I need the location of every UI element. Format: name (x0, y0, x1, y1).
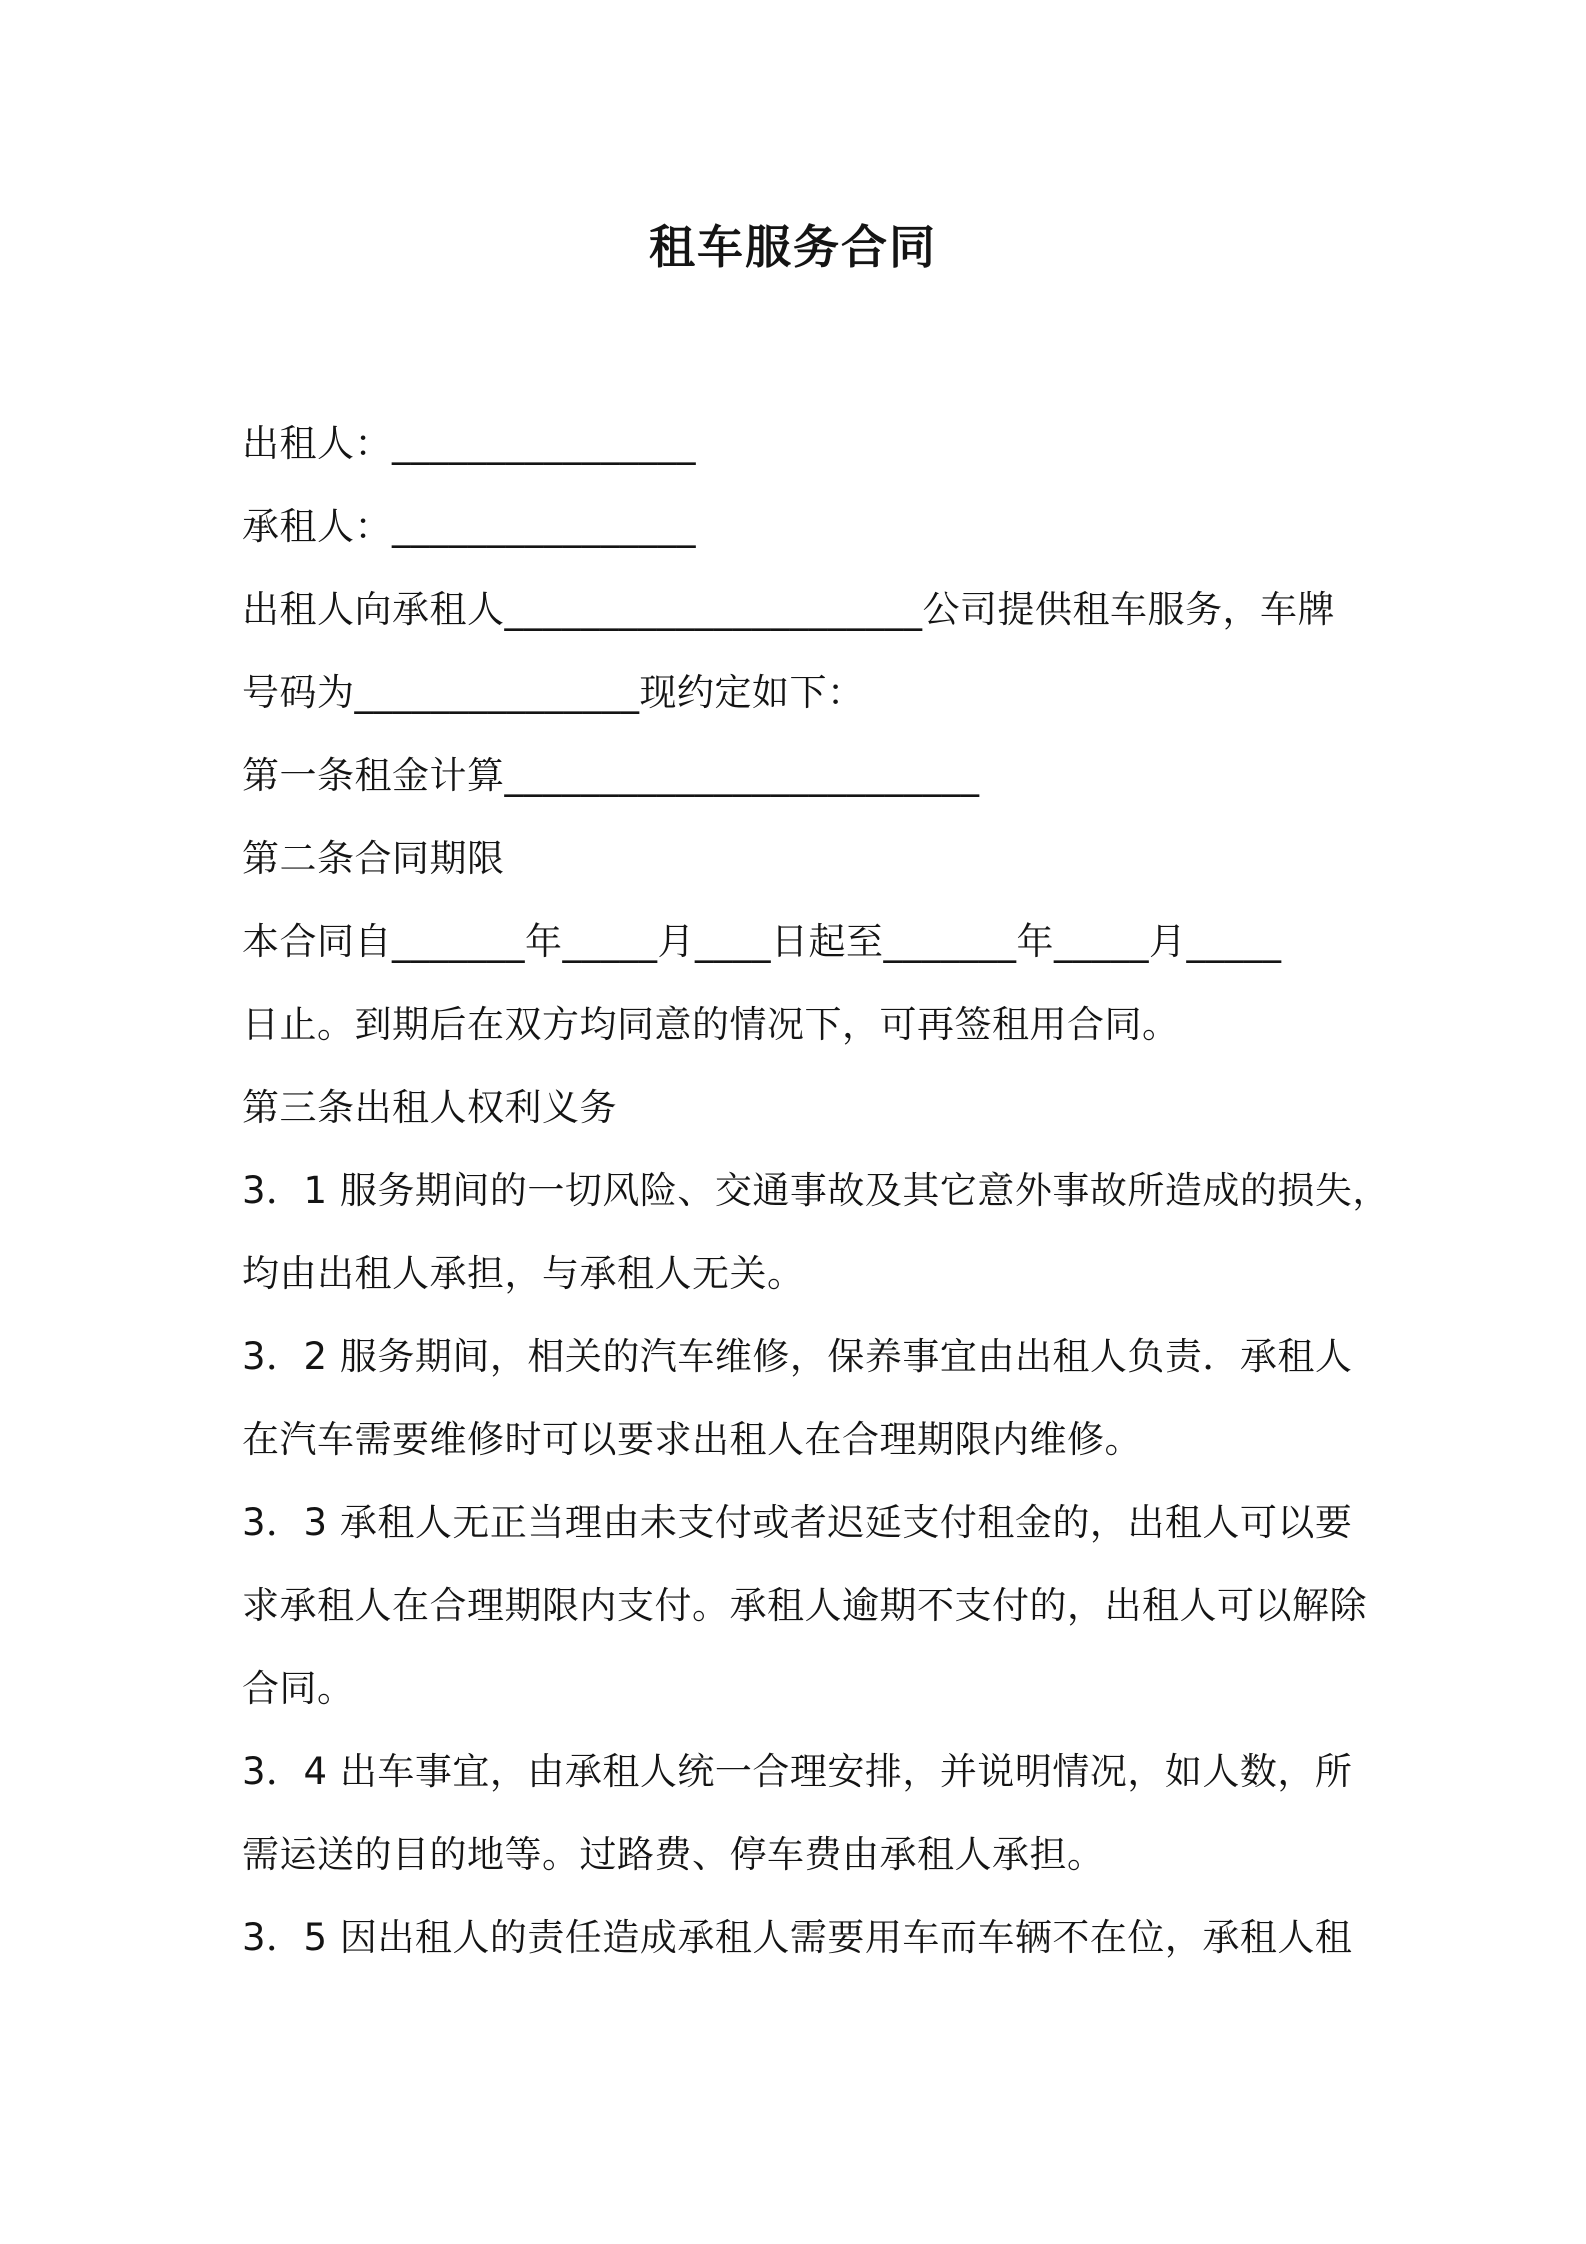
document-body (242, 402, 1390, 1979)
document-title: 租车服务合同 (649, 220, 937, 274)
clause-3-4-line: 3．4 出车事宜，由承租人统一合理安排，并说明情况，如人数，所 (242, 1750, 1353, 1793)
article-3-heading: 第三条出租人权利义务 (242, 1086, 617, 1129)
clause-3-3-continuation: 求承租人在合理期限内支付。承租人逾期不支付的，出租人可以解除 (242, 1584, 1367, 1627)
clause-3-5-line: 3．5 因出租人的责任造成承租人需要用车而车辆不在位，承租人租 (242, 1916, 1353, 1959)
clause-3-1-line: 3．1 服务期间的一切风险、交通事故及其它意外事故所造成的损失， (242, 1169, 1390, 1212)
lessor-line: 出租人：________________ (242, 422, 696, 465)
clause-3-3-line: 3．3 承租人无正当理由未支付或者迟延支付租金的，出租人可以要 (242, 1501, 1353, 1544)
service-intro-line: 出租人向承租人______________________公司提供租车服务，车牌 (242, 588, 1335, 631)
article-1-heading: 第一条租金计算_________________________ (242, 754, 980, 797)
lessee-line: 承租人：________________ (242, 505, 696, 548)
contract-term-line: 本合同自_______年_____月____日起至_______年_____月_____ (242, 920, 1282, 963)
clause-3-2-line: 3．2 服务期间，相关的汽车维修，保养事宜由出租人负责．承租人 (242, 1335, 1353, 1378)
article-2-heading: 第二条合同期限 (242, 837, 505, 880)
contract-term-continuation: 日止。到期后在双方均同意的情况下，可再签租用合同。 (242, 1003, 1180, 1046)
clause-3-2-continuation: 在汽车需要维修时可以要求出租人在合理期限内维修。 (242, 1418, 1142, 1461)
clause-3-3-end: 合同。 (242, 1667, 355, 1710)
clause-3-4-continuation: 需运送的目的地等。过路费、停车费由承租人承担。 (242, 1833, 1105, 1876)
plate-number-line: 号码为_______________现约定如下： (242, 671, 865, 714)
clause-3-1-continuation: 均由出租人承担，与承租人无关。 (242, 1252, 805, 1295)
